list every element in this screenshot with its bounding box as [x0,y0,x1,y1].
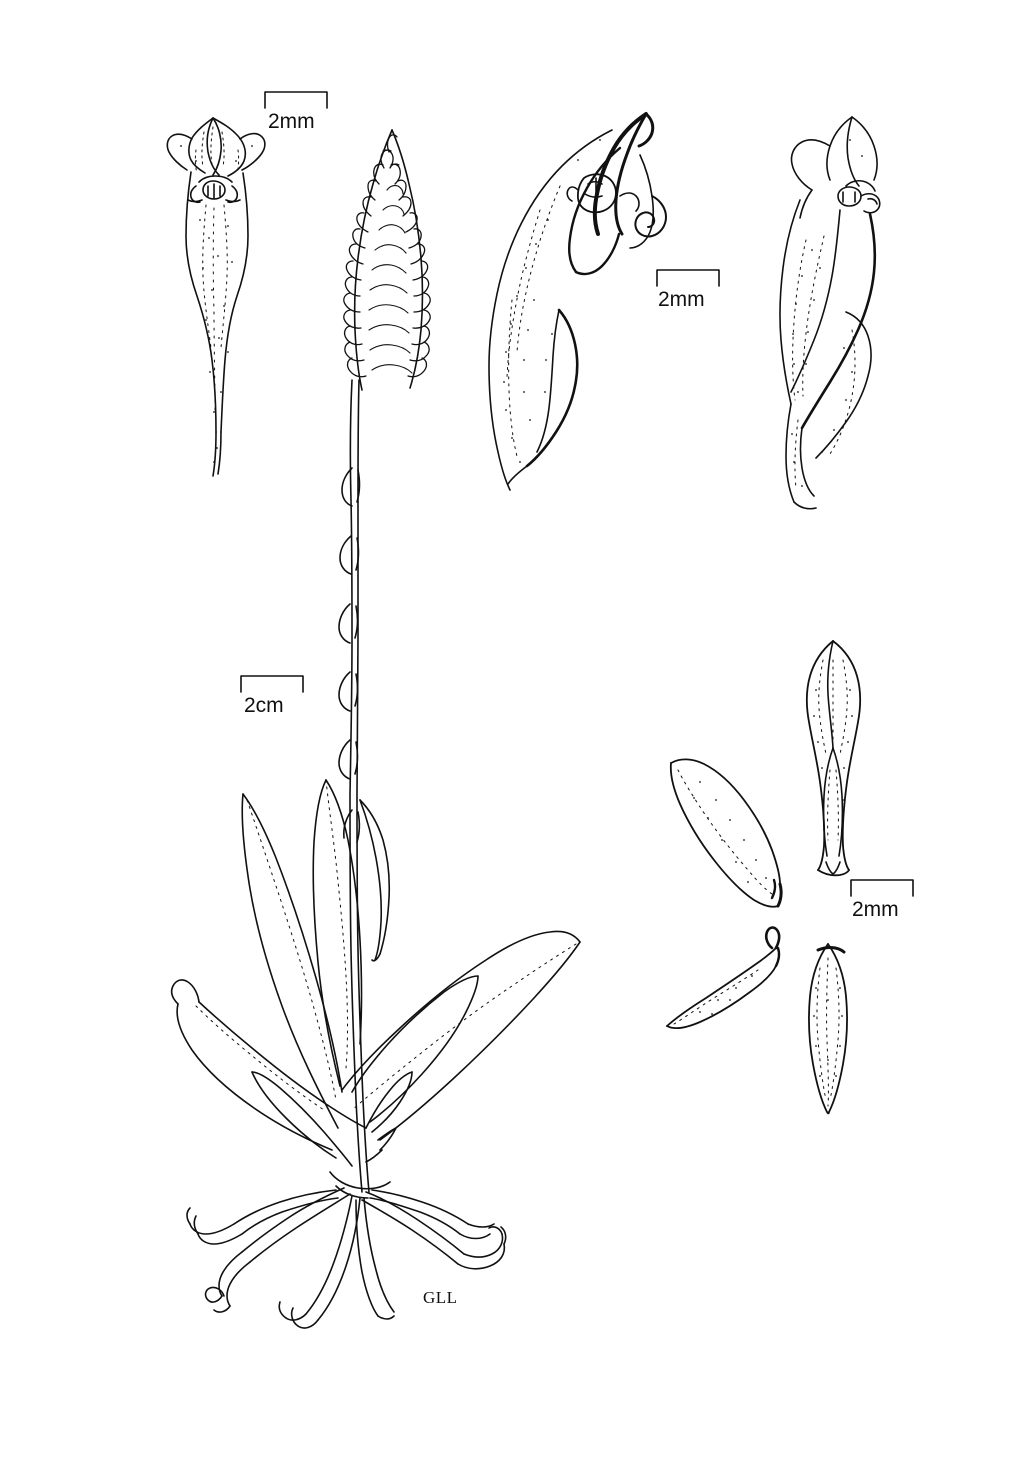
flower-front-view [167,118,265,476]
scale-bar-habit [241,676,303,692]
artist-signature: GLL [423,1288,458,1307]
lateral-sepal-detail [671,759,781,906]
petal-detail [667,928,779,1029]
scale-bar-top-right [657,270,719,286]
flower-side-view [780,117,880,509]
scale-label-top-left: 2mm [268,110,315,133]
scale-bar-top-left [265,92,327,108]
labellum-detail [809,944,847,1114]
scale-label-top-right: 2mm [658,288,705,311]
scale-bar-lower-right [851,880,913,896]
scale-label-lower-right: 2mm [852,898,899,921]
scale-label-habit: 2cm [244,694,284,717]
dorsal-sepal-detail [807,641,860,875]
flower-side-section [489,114,666,490]
